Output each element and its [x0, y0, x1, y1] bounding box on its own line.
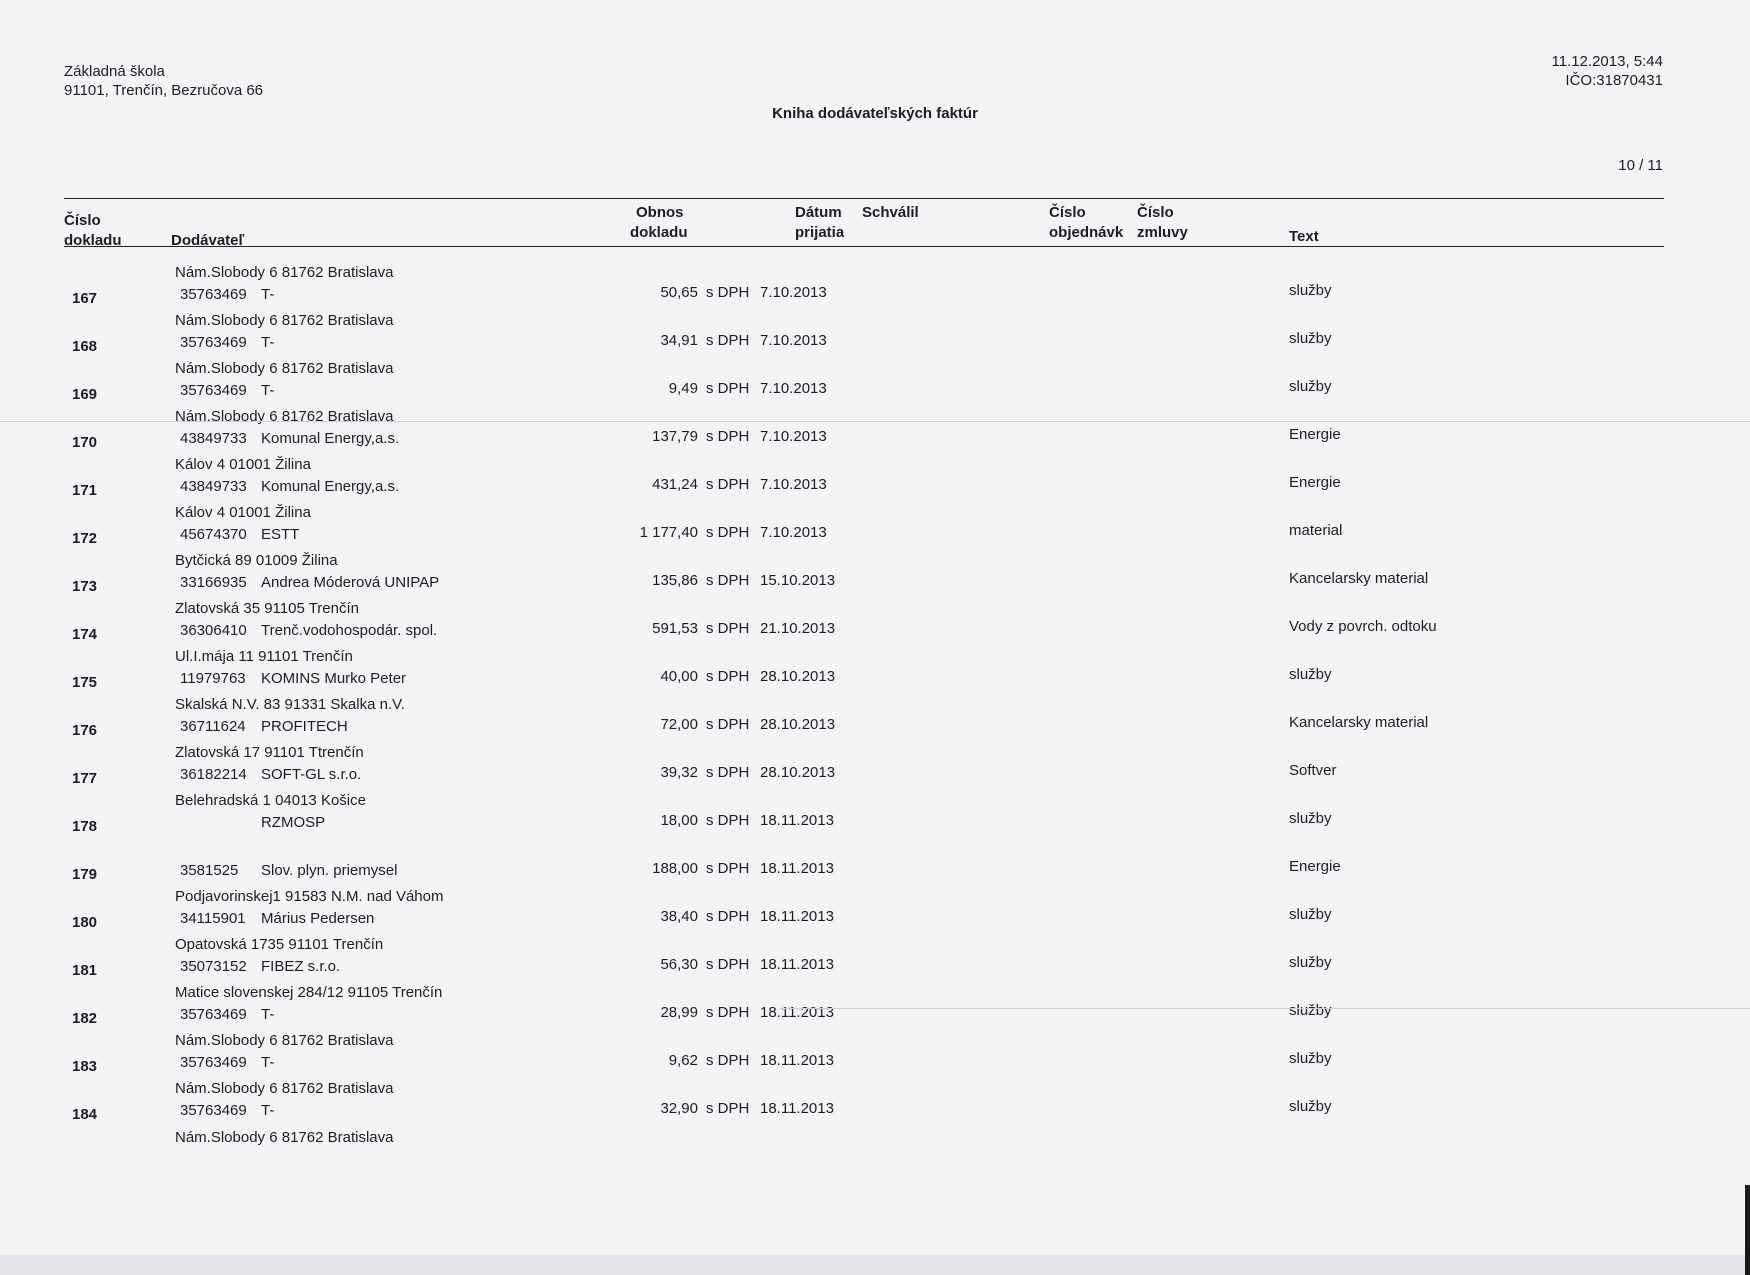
table-row: [0, 1032, 1750, 1080]
row-address: Bytčická 89 01009 Žilina: [175, 552, 338, 569]
row-doc-number: 167: [72, 290, 98, 307]
row-supplier-ico: 43849733: [180, 430, 247, 447]
row-received-date: 21.10.2013: [760, 620, 836, 637]
row-doc-number: 174: [72, 626, 98, 643]
page-number: 10 / 11: [1618, 157, 1663, 174]
row-received-date: 7.10.2013: [760, 332, 827, 349]
row-address: Nám.Slobody 6 81762 Bratislava: [175, 264, 394, 281]
row-vat-flag: s DPH: [706, 524, 750, 541]
col-header-amount: [630, 203, 688, 243]
row-doc-number: 177: [72, 770, 98, 787]
row-address: Zlatovská 17 91101 Ttrenčín: [175, 744, 364, 761]
row-text: služby: [1289, 330, 1332, 347]
row-doc-number: 182: [72, 1010, 98, 1027]
row-received-date: 7.10.2013: [760, 476, 827, 493]
row-supplier-name: T-: [261, 382, 275, 399]
scan-artifact-line: [780, 1008, 1750, 1009]
row-doc-number: 172: [72, 530, 98, 547]
row-supplier-name: T-: [261, 1006, 275, 1023]
row-vat-flag: s DPH: [706, 380, 750, 397]
row-vat-flag: s DPH: [706, 764, 750, 781]
table-row: [0, 1080, 1750, 1128]
row-amount: 137,79: [652, 428, 698, 445]
row-vat-flag: s DPH: [706, 476, 750, 493]
row-doc-number: 183: [72, 1058, 98, 1075]
row-supplier-ico: 35763469: [180, 1102, 247, 1119]
row-supplier-name: T-: [261, 1054, 275, 1071]
table-row: [0, 840, 1750, 888]
row-received-date: 18.11.2013: [760, 812, 834, 829]
row-amount: 18,00: [660, 812, 698, 829]
row-address: Nám.Slobody 6 81762 Bratislava: [175, 360, 394, 377]
row-supplier-name: T-: [261, 1102, 275, 1119]
row-vat-flag: s DPH: [706, 572, 750, 589]
page-title: Kniha dodávateľských faktúr: [772, 105, 978, 122]
row-supplier-ico: 45674370: [180, 526, 247, 543]
col-header-order-number-line1: Číslo: [1049, 204, 1086, 221]
row-vat-flag: s DPH: [706, 716, 750, 733]
scan-page-edge: [1745, 1185, 1750, 1275]
row-received-date: 7.10.2013: [760, 524, 827, 541]
row-text: služby: [1289, 1098, 1332, 1115]
row-doc-number: 169: [72, 386, 98, 403]
row-amount: 1 177,40: [639, 524, 698, 541]
row-supplier-ico: 11979763: [180, 670, 246, 687]
row-vat-flag: s DPH: [706, 1100, 750, 1117]
row-received-date: 7.10.2013: [760, 380, 827, 397]
row-supplier-name: Slov. plyn. priemysel: [261, 862, 398, 879]
row-supplier-name: SOFT-GL s.r.o.: [261, 766, 362, 783]
row-doc-number: 178: [72, 818, 98, 835]
col-header-amount-line1: Obnos: [636, 204, 684, 221]
row-supplier-ico: 34115901: [180, 910, 246, 927]
col-header-order-number: [1049, 203, 1123, 243]
row-received-date: 7.10.2013: [760, 428, 827, 445]
table-row: [0, 456, 1750, 504]
row-text: Softver: [1289, 762, 1337, 779]
ico-number: IČO:31870431: [1565, 72, 1663, 89]
table-row: [0, 552, 1750, 600]
row-received-date: 18.11.2013: [760, 860, 834, 877]
row-text: material: [1289, 522, 1343, 539]
print-stamp: [1552, 52, 1664, 90]
table-row: [0, 264, 1750, 312]
row-supplier-ico: 35763469: [180, 286, 247, 303]
col-header-contract-number-line2: zmluvy: [1137, 224, 1188, 241]
row-received-date: 18.11.2013: [760, 908, 834, 925]
row-text: služby: [1289, 378, 1332, 395]
row-vat-flag: s DPH: [706, 668, 750, 685]
scan-artifact-line: [0, 421, 1750, 422]
trailing-address-row: [0, 1129, 1750, 1177]
row-supplier-ico: 36306410: [180, 622, 247, 639]
row-received-date: 18.11.2013: [760, 1100, 834, 1117]
row-amount: 56,30: [660, 956, 698, 973]
row-address: Nám.Slobody 6 81762 Bratislava: [175, 1080, 394, 1097]
table-row: [0, 600, 1750, 648]
table-row: [0, 744, 1750, 792]
row-supplier-name: ESTT: [261, 526, 300, 543]
col-header-order-number-line2: objednávk: [1049, 224, 1124, 241]
row-amount: 9,49: [668, 380, 698, 397]
row-text: služby: [1289, 666, 1332, 683]
row-address: Opatovská 1735 91101 Trenčín: [175, 936, 384, 953]
col-header-contract-number: [1137, 203, 1188, 243]
col-header-date: [795, 203, 844, 243]
row-doc-number: 184: [72, 1106, 98, 1123]
table-row: [0, 504, 1750, 552]
row-address: Matice slovenskej 284/12 91105 Trenčín: [175, 984, 443, 1001]
row-address: Kálov 4 01001 Žilina: [175, 504, 311, 521]
row-address: Skalská N.V. 83 91331 Skalka n.V.: [175, 696, 405, 713]
table-row: [0, 648, 1750, 696]
row-received-date: 28.10.2013: [760, 764, 836, 781]
table-row: [0, 696, 1750, 744]
header-top-rule: [64, 198, 1664, 199]
row-address: Zlatovská 35 91105 Trenčín: [175, 600, 359, 617]
row-supplier-ico: 36182214: [180, 766, 247, 783]
row-supplier-ico: 36711624: [180, 718, 246, 735]
row-text: Energie: [1289, 474, 1341, 491]
row-amount: 72,00: [660, 716, 698, 733]
row-supplier-ico: 33166935: [180, 574, 247, 591]
row-amount: 188,00: [652, 860, 698, 877]
row-amount: 40,00: [660, 668, 698, 685]
row-text: Kancelarsky material: [1289, 714, 1429, 731]
row-vat-flag: s DPH: [706, 428, 750, 445]
row-supplier-name: Komunal Energy,a.s.: [261, 430, 400, 447]
row-address: Kálov 4 01001 Žilina: [175, 456, 311, 473]
col-header-contract-number-line1: Číslo: [1137, 204, 1174, 221]
row-supplier-ico: 35763469: [180, 1006, 247, 1023]
row-text: služby: [1289, 906, 1332, 923]
row-supplier-ico: 43849733: [180, 478, 247, 495]
row-supplier-name: RZMOSP: [261, 814, 326, 831]
row-vat-flag: s DPH: [706, 332, 750, 349]
row-vat-flag: s DPH: [706, 908, 750, 925]
table-row: [0, 360, 1750, 408]
row-text: Energie: [1289, 426, 1341, 443]
row-amount: 28,99: [660, 1004, 698, 1021]
row-amount: 39,32: [660, 764, 698, 781]
row-doc-number: 175: [72, 674, 98, 691]
col-header-amount-line2: dokladu: [630, 224, 688, 241]
row-amount: 431,24: [652, 476, 698, 493]
col-header-date-line2: prijatia: [795, 224, 845, 241]
col-header-approved: Schválil: [862, 204, 919, 221]
row-vat-flag: s DPH: [706, 620, 750, 637]
row-amount: 34,91: [660, 332, 698, 349]
row-vat-flag: s DPH: [706, 1052, 750, 1069]
row-supplier-name: Márius Pedersen: [261, 910, 375, 927]
row-text: Energie: [1289, 858, 1341, 875]
row-text: služby: [1289, 954, 1332, 971]
col-header-text: Text: [1289, 228, 1319, 245]
row-doc-number: 181: [72, 962, 98, 979]
header-bottom-rule: [64, 246, 1664, 247]
row-text: služby: [1289, 810, 1332, 827]
row-doc-number: 179: [72, 866, 98, 883]
row-text: Vody z povrch. odtoku: [1289, 618, 1437, 635]
row-text: služby: [1289, 282, 1332, 299]
row-address: Ul.I.mája 11 91101 Trenčín: [175, 648, 353, 665]
col-header-doc-number-line1: Číslo: [64, 212, 101, 229]
row-doc-number: 173: [72, 578, 98, 595]
row-supplier-name: PROFITECH: [261, 718, 348, 735]
row-supplier-name: Komunal Energy,a.s.: [261, 478, 400, 495]
row-amount: 9,62: [668, 1052, 698, 1069]
row-text: Kancelarsky material: [1289, 570, 1429, 587]
row-supplier-name: Trenč.vodohospodár. spol.: [261, 622, 438, 639]
row-text: služby: [1289, 1050, 1332, 1067]
row-vat-flag: s DPH: [706, 1004, 750, 1021]
row-doc-number: 170: [72, 434, 98, 451]
table-row: [0, 936, 1750, 984]
row-received-date: 18.11.2013: [760, 1004, 834, 1021]
row-vat-flag: s DPH: [706, 956, 750, 973]
table-row: [0, 408, 1750, 456]
row-vat-flag: s DPH: [706, 812, 750, 829]
scan-bottom-edge: [0, 1255, 1750, 1275]
print-datetime: 11.12.2013, 5:44: [1551, 53, 1663, 70]
table-row: [0, 888, 1750, 936]
row-doc-number: 168: [72, 338, 98, 355]
row-amount: 32,90: [660, 1100, 698, 1117]
row-vat-flag: s DPH: [706, 284, 750, 301]
col-header-doc-number: [64, 211, 122, 251]
trailing-address: Nám.Slobody 6 81762 Bratislava: [175, 1129, 394, 1146]
row-address: Nám.Slobody 6 81762 Bratislava: [175, 312, 394, 329]
row-received-date: 7.10.2013: [760, 284, 827, 301]
row-text: služby: [1289, 1002, 1332, 1019]
row-supplier-ico: 35763469: [180, 382, 247, 399]
row-received-date: 15.10.2013: [760, 572, 836, 589]
row-address: Nám.Slobody 6 81762 Bratislava: [175, 1032, 394, 1049]
row-address: Podjavorinskej1 91583 N.M. nad Váhom: [175, 888, 444, 905]
row-supplier-ico: 35763469: [180, 334, 247, 351]
row-vat-flag: s DPH: [706, 860, 750, 877]
col-header-supplier: Dodávateľ: [171, 232, 245, 249]
row-received-date: 18.11.2013: [760, 956, 834, 973]
row-address: Belehradská 1 04013 Košice: [175, 792, 366, 809]
row-supplier-ico: 35073152: [180, 958, 247, 975]
row-amount: 135,86: [652, 572, 698, 589]
row-supplier-name: KOMINS Murko Peter: [261, 670, 407, 687]
row-doc-number: 171: [72, 482, 98, 499]
row-supplier-name: T-: [261, 286, 275, 303]
row-received-date: 18.11.2013: [760, 1052, 834, 1069]
row-supplier-ico: 3581525: [180, 862, 239, 879]
row-doc-number: 180: [72, 914, 98, 931]
col-header-date-line1: Dátum: [795, 204, 842, 221]
row-amount: 38,40: [660, 908, 698, 925]
row-supplier-name: FIBEZ s.r.o.: [261, 958, 341, 975]
row-received-date: 28.10.2013: [760, 716, 836, 733]
row-supplier-name: T-: [261, 334, 275, 351]
row-doc-number: 176: [72, 722, 98, 739]
row-supplier-name: Andrea Móderová UNIPAP: [261, 574, 440, 591]
row-amount: 591,53: [652, 620, 698, 637]
row-amount: 50,65: [660, 284, 698, 301]
row-received-date: 28.10.2013: [760, 668, 836, 685]
row-address: Nám.Slobody 6 81762 Bratislava: [175, 408, 394, 425]
school-address: 91101, Trenčín, Bezručova 66: [64, 82, 264, 99]
school-block: [64, 62, 263, 100]
table-row: [0, 792, 1750, 840]
table-row: [0, 312, 1750, 360]
col-header-doc-number-line2: dokladu: [64, 232, 122, 249]
school-name: Základná škola: [64, 63, 165, 80]
row-supplier-ico: 35763469: [180, 1054, 247, 1071]
